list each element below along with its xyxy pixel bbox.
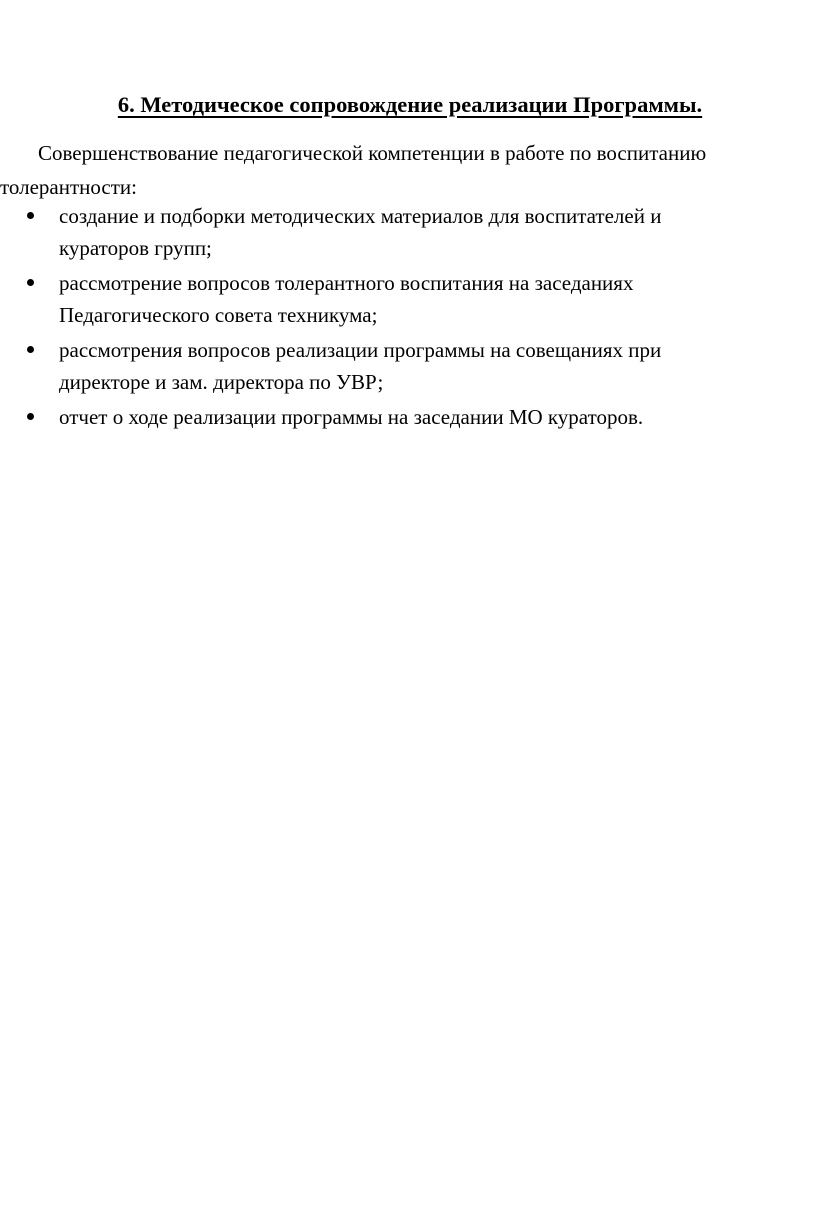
list-item-line-1: рассмотрения вопросов реализации программы на совещаниях при xyxy=(59,338,662,362)
bullet-icon xyxy=(27,212,34,219)
list-item-line-2: Педагогического совета техникума; xyxy=(59,303,378,327)
intro-line-1: Совершенствование педагогической компетенции в работе по воспитанию xyxy=(38,141,707,165)
list-item-line-1: рассмотрение вопросов толерантного воспитания на заседаниях xyxy=(59,271,634,295)
list-item xyxy=(0,267,816,331)
intro-line-2: толерантности: xyxy=(0,175,137,199)
bullet-list xyxy=(0,200,816,436)
bullet-icon xyxy=(27,413,34,420)
list-item-line-2: кураторов групп; xyxy=(59,236,212,260)
list-item xyxy=(0,334,816,398)
list-item xyxy=(0,401,816,433)
intro-paragraph xyxy=(0,136,816,204)
list-item-line-1: создание и подборки методических материалов для воспитателей и xyxy=(59,204,662,228)
section-title: 6. Методическое сопровождение реализации Программы. xyxy=(117,92,703,117)
bullet-icon xyxy=(27,346,34,353)
list-item xyxy=(0,200,816,264)
list-item-line-1: отчет о ходе реализации программы на заседании МО кураторов. xyxy=(59,405,644,429)
bullet-icon xyxy=(27,279,34,286)
list-item-line-2: директоре и зам. директора по УВР; xyxy=(59,370,384,394)
